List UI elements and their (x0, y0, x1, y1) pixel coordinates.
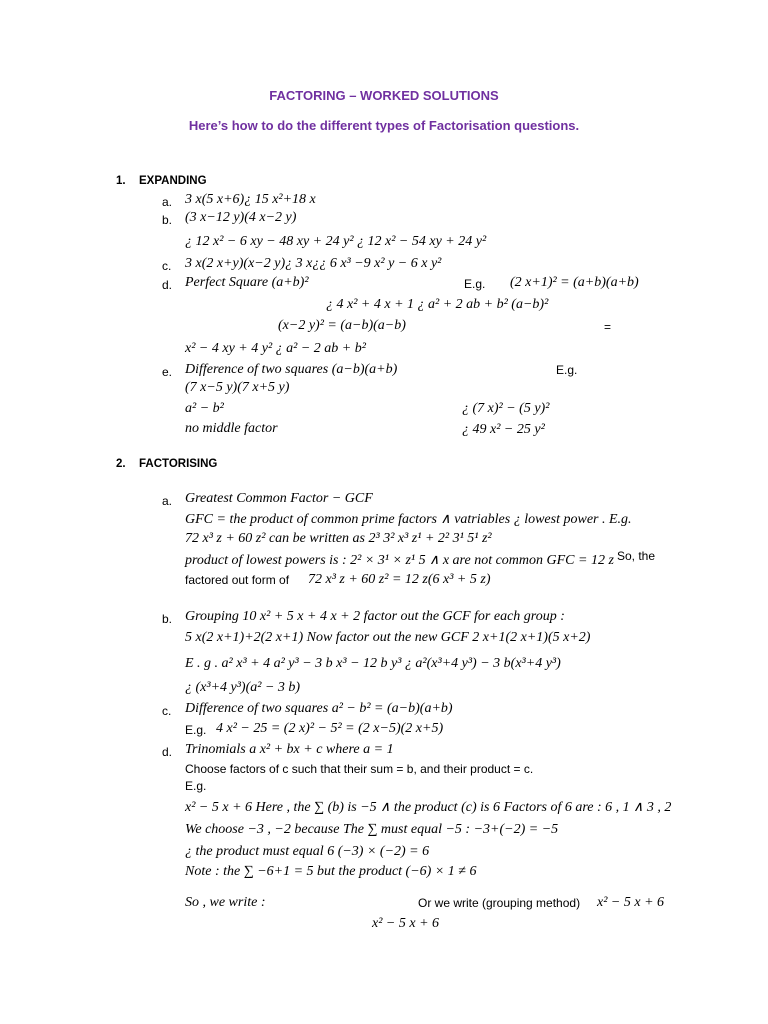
math-line: ¿ 12 x² − 6 xy − 48 xy + 24 y² ¿ 12 x² − 54 xy + 24 y² (185, 234, 487, 249)
math-line: ¿ the product must equal 6 (−3) × (−2) = 6 (185, 844, 430, 859)
math-line: Difference of two squares (a−b)(a+b) (185, 362, 398, 377)
document-title: FACTORING – WORKED SOLUTIONS (269, 88, 499, 103)
text-line: d. (162, 278, 173, 292)
math-line: Greatest Common Factor − GCF (185, 491, 373, 506)
math-line: Grouping 10 x² + 5 x + 4 x + 2 factor out the GCF for each group : (185, 609, 565, 624)
math-line: GFC = the product of common prime factors ∧ vatriables ¿ lowest power . E.g. (185, 512, 632, 527)
text-line: a. (162, 195, 173, 209)
text-line: b. (162, 612, 173, 626)
text-line: c. (162, 259, 172, 273)
math-line: x² − 4 xy + 4 y² ¿ a² − 2 ab + b² (185, 341, 366, 356)
document-subtitle: Here’s how to do the different types of Factorisation questions. (188, 118, 580, 133)
math-line: x² − 5 x + 6 (597, 895, 665, 910)
math-line: 3 x(5 x+6)¿ 15 x²+18 x (185, 192, 316, 207)
section-heading: 1. (116, 175, 126, 187)
math-line: (3 x−12 y)(4 x−2 y) (185, 210, 297, 225)
math-line: ¿ 4 x² + 4 x + 1 ¿ a² + 2 ab + b² (a−b)² (326, 297, 549, 312)
text-line: So, the (617, 549, 656, 563)
text-line: E.g. (185, 779, 207, 793)
math-line: E . g . a² x³ + 4 a² y³ − 3 b x³ − 12 b y³ ¿ a²(x³+4 y³) − 3 b(x³+4 y³) (185, 656, 561, 671)
math-line: So , we write : (185, 895, 266, 910)
section-heading: EXPANDING (139, 175, 207, 187)
math-line: Note : the ∑ −6+1 = 5 but the product (−6) × 1 ≠ 6 (185, 864, 477, 879)
math-line: no middle factor (185, 421, 278, 436)
math-line: 5 x(2 x+1)+2(2 x+1) Now factor out the new GCF 2 x+1(2 x+1)(5 x+2) (185, 630, 591, 645)
text-line: d. (162, 745, 173, 759)
section-heading: FACTORISING (139, 458, 218, 470)
math-line: ¿ (7 x)² − (5 y)² (462, 401, 550, 416)
text-line: e. (162, 365, 173, 379)
text-line: factored out form of (185, 573, 290, 587)
math-line: 72 x³ z + 60 z² can be written as 2³ 3² x³ z¹ + 2² 3¹ 5¹ z² (185, 531, 492, 546)
text-line: Choose factors of c such that their sum = b, and their product = c. (185, 762, 534, 776)
math-line: (2 x+1)² = (a+b)(a+b) (510, 275, 639, 290)
text-line: E.g. (185, 723, 207, 737)
text-line: = (604, 320, 612, 334)
math-line: Trinomials a x² + bx + c where a = 1 (185, 742, 394, 757)
text-line: b. (162, 213, 173, 227)
math-line: 3 x(2 x+y)(x−2 y)¿ 3 x¿¿ 6 x³ −9 x² y − 6 x y² (185, 256, 442, 271)
text-line: c. (162, 704, 172, 718)
math-line: Perfect Square (a+b)² (185, 275, 309, 290)
math-line: ¿ 49 x² − 25 y² (462, 422, 545, 437)
math-line: (x−2 y)² = (a−b)(a−b) (278, 318, 406, 333)
text-line: a. (162, 494, 173, 508)
math-line: x² − 5 x + 6 Here , the ∑ (b) is −5 ∧ the product (c) is 6 Factors of 6 are : 6 , 1 ∧ 3 , 2 (185, 800, 672, 815)
math-line: product of lowest powers is : 2² × 3¹ × z¹ 5 ∧ x are not common GFC = 12 z (185, 553, 614, 568)
math-line: Difference of two squares a² − b² = (a−b)(a+b) (185, 701, 453, 716)
text-line: Or we write (grouping method) (418, 896, 581, 910)
math-line: (7 x−5 y)(7 x+5 y) (185, 380, 290, 395)
text-line: E.g. (464, 277, 486, 291)
math-line: x² − 5 x + 6 (372, 916, 440, 931)
text-line: E.g. (556, 363, 578, 377)
section-heading: 2. (116, 458, 126, 470)
math-line: 4 x² − 25 = (2 x)² − 5² = (2 x−5)(2 x+5) (216, 721, 444, 736)
math-line: 72 x³ z + 60 z² = 12 z(6 x³ + 5 z) (308, 572, 491, 587)
math-line: ¿ (x³+4 y³)(a² − 3 b) (185, 680, 301, 695)
math-line: We choose −3 , −2 because The ∑ must equal −5 : −3+(−2) = −5 (185, 822, 559, 837)
math-line: a² − b² (185, 401, 224, 416)
